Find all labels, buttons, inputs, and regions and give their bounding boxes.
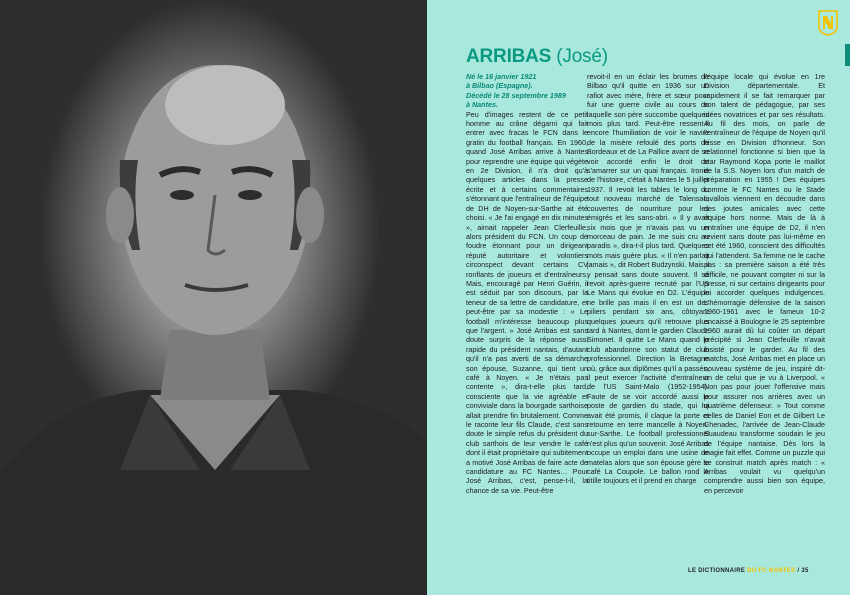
bio-line: Décédé le 28 septembre 1989 xyxy=(466,90,566,100)
article-column-1 xyxy=(466,72,588,560)
bio-block xyxy=(466,72,588,110)
article-text-2: revoit-il en un éclair les brumes de Bilbao qu'il quitte en 1936 sur un rafiot avec mère, frère et sœur pour fuir une guerre civile au cours de laquelle son père succombe quelques mois plus tard. Peut-être ressent-il encore l'humiliation de voir le navire de la misère refoulé des ports de Bordeaux et de La Pallice avant de se voir accordé enfin le droit de s'amarrer sur un quai français. Ironie de l'histoire, c'était à Nantes le 5 juillet 1937. Il revoit les tables le long du tout nouveau marché de Talensac, couvertes de nourriture pour les émigrés et les sans-abri. « Il y avait six mois que je n'avais pas vu un morceau de pain. Je me suis cru au paradis », dira-t-il plus tard. Quelques mots mais guère plus. « Il n'en parlait jamais », dit Robert Budzynski. Mais il y pensait sans doute souvent. Il se revoit après-guerre recruté par l'US Le Mans qui évolue en D2. L'équipe ne brille pas mais il en est un des piliers pendant six ans, côtoyant quelques joueurs qu'il retrouve plus tard à Nantes, dont le gardien Claude Simonet. Il quitte Le Mans quand le club abandonne son statut de club professionnel. Direction la Bretagne où, grâce aux diplômes qu'il a passés, il peut exercer l'activité d'entraîneur de l'US Saint-Malo (1952-1954). Faute de se voir accordé aussi le poste de gardien du stade, qui lui avait été promis, il claque la porte et retourne en terre mancelle à Noyen-sur-Sarthe. Le football professionnel n'est plus qu'un souvenir. José Arribas occupe un emploi dans une usine de matelas alors que son épouse gère le café La Coupole. Le ballon rond le titille toujours et il prend en charge xyxy=(587,72,709,486)
page-footer xyxy=(688,568,809,574)
article-text-3: l'équipe locale qui évolue en 1re Division départementale. Et rapidement il se fait remarquer par son talent de pédagogue, par ses idées novatrices et par ses résultats. Au fil des mois, on parle de l'entraîneur de l'équipe de Noyen qu'il hisse en Division d'honneur. Son relationnel fonctionne si bien que la star Raymond Kopa porte le maillot de la S.S. Noyen lors d'un match de préparation en 1955 ! Des équipes comme le FC Nantes ou le Stade lavallois viennent en découdre dans des joutes amicales avec cette équipe hors norme. Mais de là à entraîner une équipe de D2, il n'en revient sans doute pas lui-même en cet été 1960, conscient des difficultés qui l'attendent. Sa femme ne le cache pas : sa première saison a été très difficile, ne pouvant compter ni sur la presse, ni sur certains dirigeants pour lui accorder quelques indulgences. L'hémorragie défensive de la saison 1960-1961 avec le fameux 10-2 encaissé à Boulogne le 25 septembre 1960 aurait dû lui coûter un départ précipité si Jean Clerfeuille n'avait insisté pour le garder. Au fil des matchs, José Arribas met en place un nouveau système de jeu, inspiré dit-on de celui que je vu à Liverpool. « Non pas pour jouer l'offensive mais pour assurer nos arrières avec un quatrième défenseur. » Tout comme celles de Daniel Eon et de Gilbert Le Chenadec, l'arrivée de Jean-Claude Suaudeau transforme soudain le jeu de l'équipe nantaise. Dès lors la magie fait effet. Comme un puzzle qui se construit match après match : « Arribas voulait vu quelqu'un comprendre aussi bien son équipe, en percevoir xyxy=(704,72,825,495)
entry-title xyxy=(466,46,608,68)
bio-line: à Nantes. xyxy=(466,100,498,110)
page-number: / 35 xyxy=(797,568,809,574)
entry-surname: ARRIBAS xyxy=(466,46,552,67)
article-text-1: Peu d'images restent de ce petit homme au crâne dégarni qui fait entrer avec fracas le FCN dans le gratin du football français. En 1960, quand José Arribas arrive à Nantes pour reprendre une équipe qui végète en 2e Division, il n'a droit qu'à quelques articles dans la presse écrite et à certains commentaires s'étonnant que l'entraîneur de l'équipe de DH de Noyen-sur-Sarthe ait été choisi. « Je l'ai engagé en dix minutes », aimait rappeler Jean Clerfeuille, alors président du FCN. Un coup de foudre étonnant pour un dirigeant réputé autoritaire et volontiers circonspect devant certains CV ronflants de joueurs et d'entraîneurs. Mais, encouragé par Henri Guérin, il est séduit par son discours, par la teneur de sa lettre de candidature, et peut-être par sa modestie : « Le football m'intéresse beaucoup plus que l'argent. » José Arribas est sans doute surpris de la réponse aussi rapide du président nantais, d'autant qu'il n'a pas averti de sa démarche son épouse, Suzanne, qui tient un café à Noyen. « Je n'étais pas contente », dira-t-elle plus tard, consciente que la vie agréable et conviviale dans la bourgade sarthoise allait prendre fin brutalement. Comme le raconte leur fils Claude, c'est sans doute le simple refus du président du club sarthois de leur vendre le café dont il était propriétaire qui subitement a motivé José Arribas de faire acte de candidature au FC Nantes… Pour José Arribas, c'est, pense-t-il, la chance de sa vie. Peut-être xyxy=(466,109,588,495)
bio-line: Né le 16 janvier 1921 xyxy=(466,72,537,81)
footer-highlight: DU FC NANTES xyxy=(747,568,796,574)
article-column-3 xyxy=(704,72,825,560)
footer-prefix: LE DICTIONNAIRE xyxy=(688,568,746,574)
entry-firstname: (José) xyxy=(556,46,608,67)
section-tab-marker xyxy=(845,44,850,66)
bio-line: à Bilbao (Espagne). xyxy=(466,81,533,91)
fc-nantes-crest-icon xyxy=(818,10,838,36)
article-column-2 xyxy=(587,72,709,560)
